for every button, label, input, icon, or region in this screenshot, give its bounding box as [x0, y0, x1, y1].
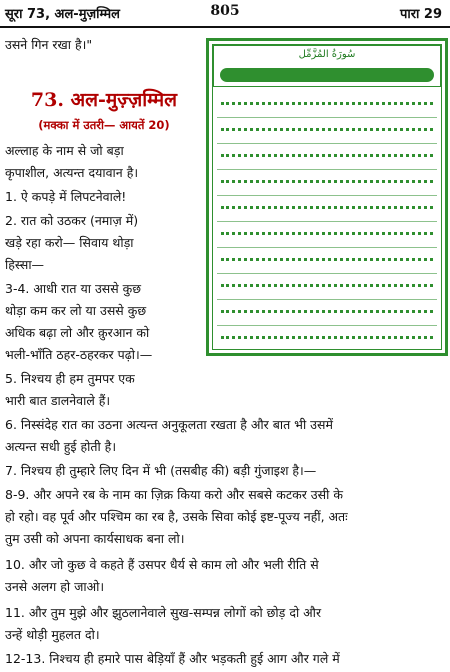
arabic-verse-line [221, 97, 433, 105]
verse-5: 5. निश्चय ही हम तुमपर एक [5, 371, 135, 386]
text-line: कृपाशील, अत्यन्त दयावान है। [5, 165, 139, 180]
text-line: भली-भाँति ठहर-ठहरकर पढ़ो।— [5, 347, 153, 362]
verse-rule [217, 117, 437, 118]
text-line: तुम उसी को अपना कार्यसाधक बना लो। [5, 531, 185, 546]
panel-verses [213, 93, 441, 349]
verse-10: 10. और जो कुछ वे कहते हैं उसपर धैर्य से काम लो और भली रीति से [5, 557, 319, 572]
verse-rule [217, 247, 437, 248]
verse-rule [217, 195, 437, 196]
text-line: अत्यन्त सधी हुई होती है। [5, 439, 117, 454]
text-line: उनसे अलग हो जाओ। [5, 579, 105, 594]
page-number: 805 [210, 3, 240, 19]
verse-rule [217, 169, 437, 170]
panel-header-label: سُورَةُ المُزَّمِّل [298, 49, 356, 60]
verse-1: 1. ऐ कपड़े में लिपटनेवाले! [5, 189, 127, 204]
verse-7: 7. निश्चय ही तुम्हारे लिए दिन में भी (तसबीह की) बड़ी गुंजाइश है।— [5, 463, 317, 478]
verse-rule [217, 299, 437, 300]
text-line: अधिक बढ़ा लो और क़ुरआन को [5, 325, 150, 340]
arabic-verse-line [221, 175, 433, 183]
chapter-subtitle: (मक्का में उतरी— आयतें 20) [38, 118, 170, 132]
arabic-text-panel [206, 38, 448, 356]
arabic-verse-line [221, 149, 433, 157]
text-line: हिस्सा— [5, 257, 45, 272]
verse-rule [217, 325, 437, 326]
surah-label: सूरा 73, अल-मुज़म्मिल [5, 7, 120, 22]
text-line: खड़े रहा करो— सिवाय थोड़ा [5, 235, 134, 250]
arabic-verse-line [221, 279, 433, 287]
panel-header [213, 45, 441, 87]
verse-rule [217, 273, 437, 274]
text-line: अल्लाह के नाम से जो बड़ा [5, 143, 124, 158]
verse-rule [217, 221, 437, 222]
text-line: थोड़ा कम कर लो या उससे कुछ [5, 303, 147, 318]
verse-2: 2. रात को उठकर (नमाज़ में) [5, 213, 139, 228]
verse-8-9: 8-9. और अपने रब के नाम का ज़िक्र किया करो और सबसे कटकर उसी के [5, 487, 343, 502]
text-line: हो रहो। वह पूर्व और पश्चिम का रब है, उसके सिवा कोई इष्ट-पूज्य नहीं, अतः [5, 509, 348, 524]
chapter-title: 73. अल-मुज़्ज़म्मिल [30, 89, 178, 111]
page-header [0, 0, 450, 26]
arabic-verse-line [221, 227, 433, 235]
arabic-verse-line [221, 201, 433, 209]
verse-rule [217, 143, 437, 144]
header-divider [0, 26, 450, 28]
verse-12-13: 12-13. निश्चय ही हमारे पास बेड़ियाँ हैं और भड़कती हुई आग और गले में [5, 651, 340, 666]
arabic-verse-line [221, 305, 433, 313]
intro-line: उसने गिन रखा है।" [5, 37, 93, 52]
arabic-verse-line [221, 123, 433, 131]
arabic-verse-line [221, 331, 433, 339]
panel-header-band [220, 68, 434, 82]
arabic-verse-line [221, 253, 433, 261]
text-line: उन्हें थोड़ी मुहलत दो। [5, 627, 100, 642]
verse-3-4: 3-4. आधी रात या उससे कुछ [5, 281, 142, 296]
para-label: पारा 29 [399, 7, 442, 22]
verse-6: 6. निस्संदेह रात का उठना अत्यन्त अनुकूलता रखता है और बात भी उसमें [5, 417, 333, 432]
verse-11: 11. और तुम मुझे और झुठलानेवाले सुख-सम्पन्न लोगों को छोड़ दो और [5, 605, 322, 620]
text-line: भारी बात डालनेवाले हैं। [5, 393, 111, 408]
